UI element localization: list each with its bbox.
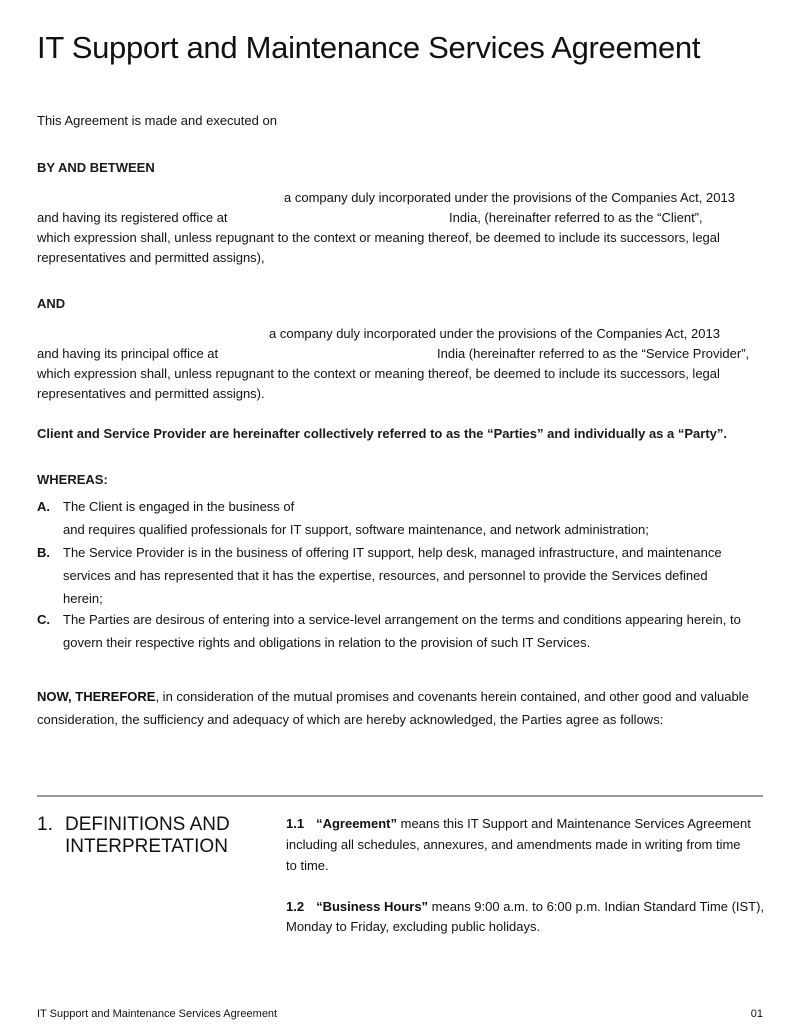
client-line: which expression shall, unless repugnant to the context or meaning thereof, be deemed to include its successors, legal (37, 230, 720, 245)
clause-term: “Agreement” (316, 816, 397, 831)
provider-line: a company duly incorporated under the provisions of the Companies Act, 2013 (269, 326, 720, 341)
clause-text: means this IT Support and Maintenance Services Agreement (397, 816, 751, 831)
now-therefore-text: , in consideration of the mutual promises and covenants herein contained, and other good and valuable (155, 689, 749, 704)
clause-number: 1.2 (286, 899, 305, 914)
section-title-line: INTERPRETATION (65, 836, 228, 857)
provider-line: which expression shall, unless repugnant to the context or meaning thereof, be deemed to include its successors, legal (37, 366, 720, 381)
recital-line: govern their respective rights and obligations in relation to the provision of such IT Services. (63, 635, 591, 650)
clause-line (286, 897, 764, 917)
provider-line: India (hereinafter referred to as the “Service Provider”, (437, 346, 750, 361)
client-line: India, (hereinafter referred to as the “Client”, (449, 210, 703, 225)
client-line: representatives and permitted assigns), (37, 250, 265, 265)
parties-statement: Client and Service Provider are hereinafter collectively referred to as the “Parties” and individually as a “Party”. (37, 426, 727, 441)
clause-number: 1.1 (286, 816, 305, 831)
recital-marker: A. (37, 499, 50, 514)
recital-marker: B. (37, 545, 50, 560)
recital-line: and requires qualified professionals for IT support, software maintenance, and network administration; (63, 522, 649, 537)
footer-title: IT Support and Maintenance Services Agreement (37, 1008, 278, 1020)
recital-line: The Parties are desirous of entering into a service-level arrangement on the terms and conditions appearing herein, to (63, 612, 741, 627)
document-title: IT Support and Maintenance Services Agreement (37, 30, 701, 65)
intro-text: This Agreement is made and executed on (37, 113, 277, 128)
recital-line: The Service Provider is in the business of offering IT support, help desk, managed infrastructure, and maintenance (63, 545, 722, 560)
now-therefore-bold: NOW, THEREFORE (37, 689, 156, 704)
by-and-between-heading: BY AND BETWEEN (37, 160, 155, 175)
recital-marker: C. (37, 612, 50, 627)
section-divider (37, 795, 763, 797)
client-line: and having its registered office at (37, 210, 228, 225)
recital-line: services and has represented that it has the expertise, resources, and personnel to provide the Services defined (63, 568, 708, 583)
recital-line: herein; (63, 591, 103, 606)
client-line: a company duly incorporated under the provisions of the Companies Act, 2013 (284, 190, 735, 205)
clause-line: Monday to Friday, excluding public holidays. (286, 919, 541, 934)
clause-line: to time. (286, 858, 329, 873)
clause-line: including all schedules, annexures, and amendments made in writing from time (286, 837, 741, 852)
section-number: 1. (37, 814, 53, 835)
recital-line: The Client is engaged in the business of (63, 499, 295, 514)
clause-text: means 9:00 a.m. to 6:00 p.m. Indian Standard Time (IST), (428, 899, 765, 914)
provider-line: representatives and permitted assigns). (37, 386, 265, 401)
provider-line: and having its principal office at (37, 346, 219, 361)
and-heading: AND (37, 296, 66, 311)
section-heading (37, 814, 230, 858)
now-therefore-line: consideration, the sufficiency and adequacy of which are hereby acknowledged, the Parties agree as follows: (37, 712, 664, 727)
clause-term: “Business Hours” (316, 899, 429, 914)
section-title-line: DEFINITIONS AND (65, 814, 230, 835)
footer-page-number: 01 (750, 1008, 763, 1020)
clause-line (286, 814, 751, 834)
now-therefore-line (37, 687, 749, 707)
whereas-heading: WHEREAS: (37, 472, 108, 487)
